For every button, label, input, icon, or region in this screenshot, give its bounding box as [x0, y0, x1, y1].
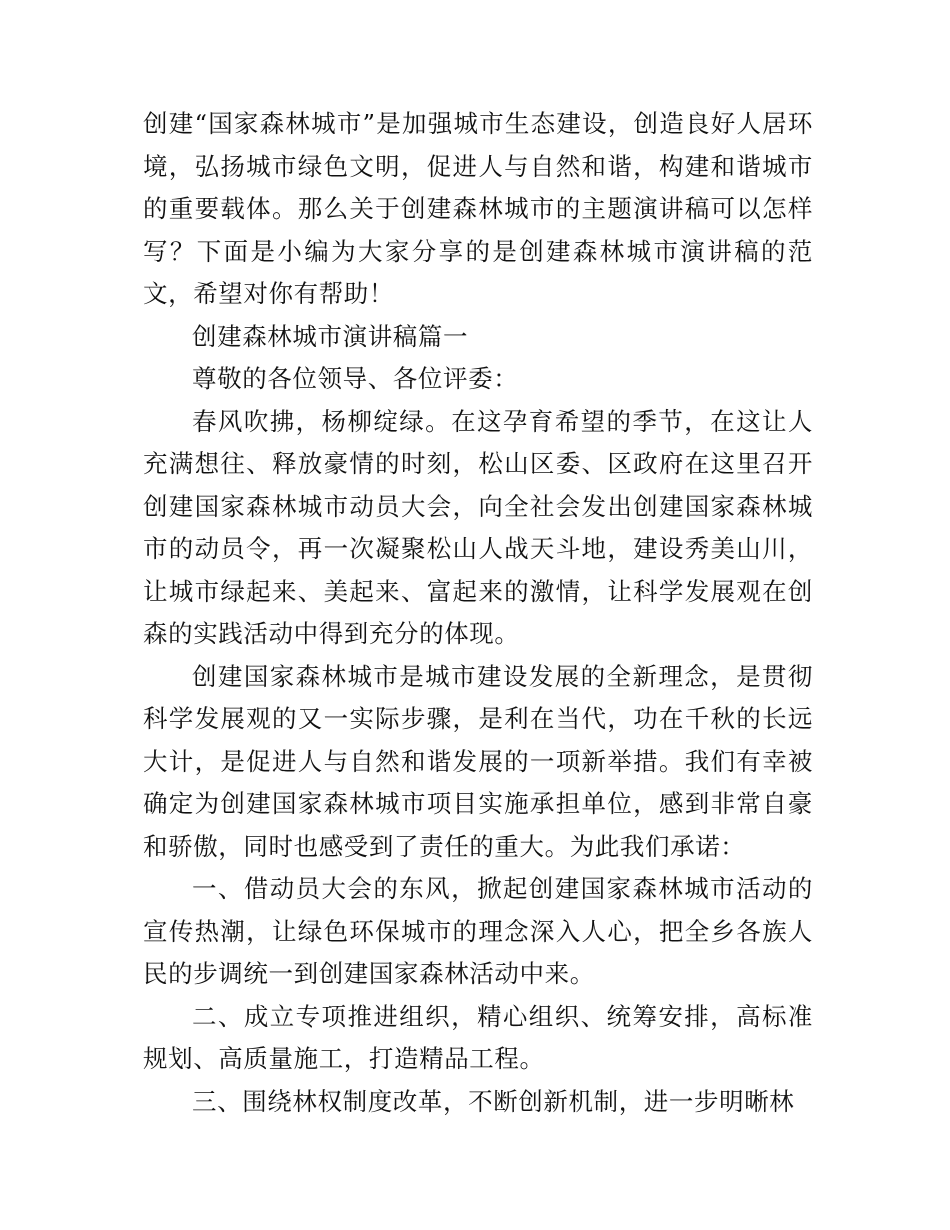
- pledge-item: 二、成立专项推进组织，精心组织、统筹安排，高标准规划、高质量施工，打造精品工程。: [143, 1001, 813, 1073]
- pledge-item: 一、借动员大会的东风，掀起创建国家森林城市活动的宣传热潮，让绿色环保城市的理念深入人心，把全乡各族人民的步调统一到创建国家森林活动中来。: [143, 874, 813, 988]
- document-body: [143, 103, 813, 1123]
- pledge-item: 三、围绕林权制度改革，不断创新机制，进一步明晰林: [192, 1086, 795, 1116]
- salutation: 尊敬的各位领导、各位评委：: [192, 364, 519, 393]
- body-paragraph: 创建国家森林城市是城市建设发展的全新理念，是贯彻科学发展观的又一实际步骤，是利在当代，功在千秋的长远大计，是促进人与自然和谐发展的一项新举措。我们有幸被确定为创建国家森林城市项目实施承担单位，感到非常自豪和骄傲，同时也感受到了责任的重大。为此我们承诺：: [143, 661, 813, 861]
- intro-paragraph: 创建“国家森林城市”是加强城市生态建设，创造良好人居环境，弘扬城市绿色文明，促进人与自然和谐，构建和谐城市的重要载体。那么关于创建森林城市的主题演讲稿可以怎样写？下面是小编为大家分享的是创建森林城市演讲稿的范文，希望对你有帮助！: [143, 109, 813, 308]
- section-heading: 创建森林城市演讲稿篇一: [192, 321, 469, 351]
- body-paragraph: 春风吹拂，杨柳绽绿。在这孕育希望的季节，在这让人充满想往、释放豪情的时刻，松山区委、区政府在这里召开创建国家森林城市动员大会，向全社会发出创建国家森林城市的动员令，再一次凝聚松山人战天斗地，建设秀美山川，让城市绿起来、美起来、富起来的激情，让科学发展观在创森的实践活动中得到充分的体现。: [143, 406, 813, 648]
